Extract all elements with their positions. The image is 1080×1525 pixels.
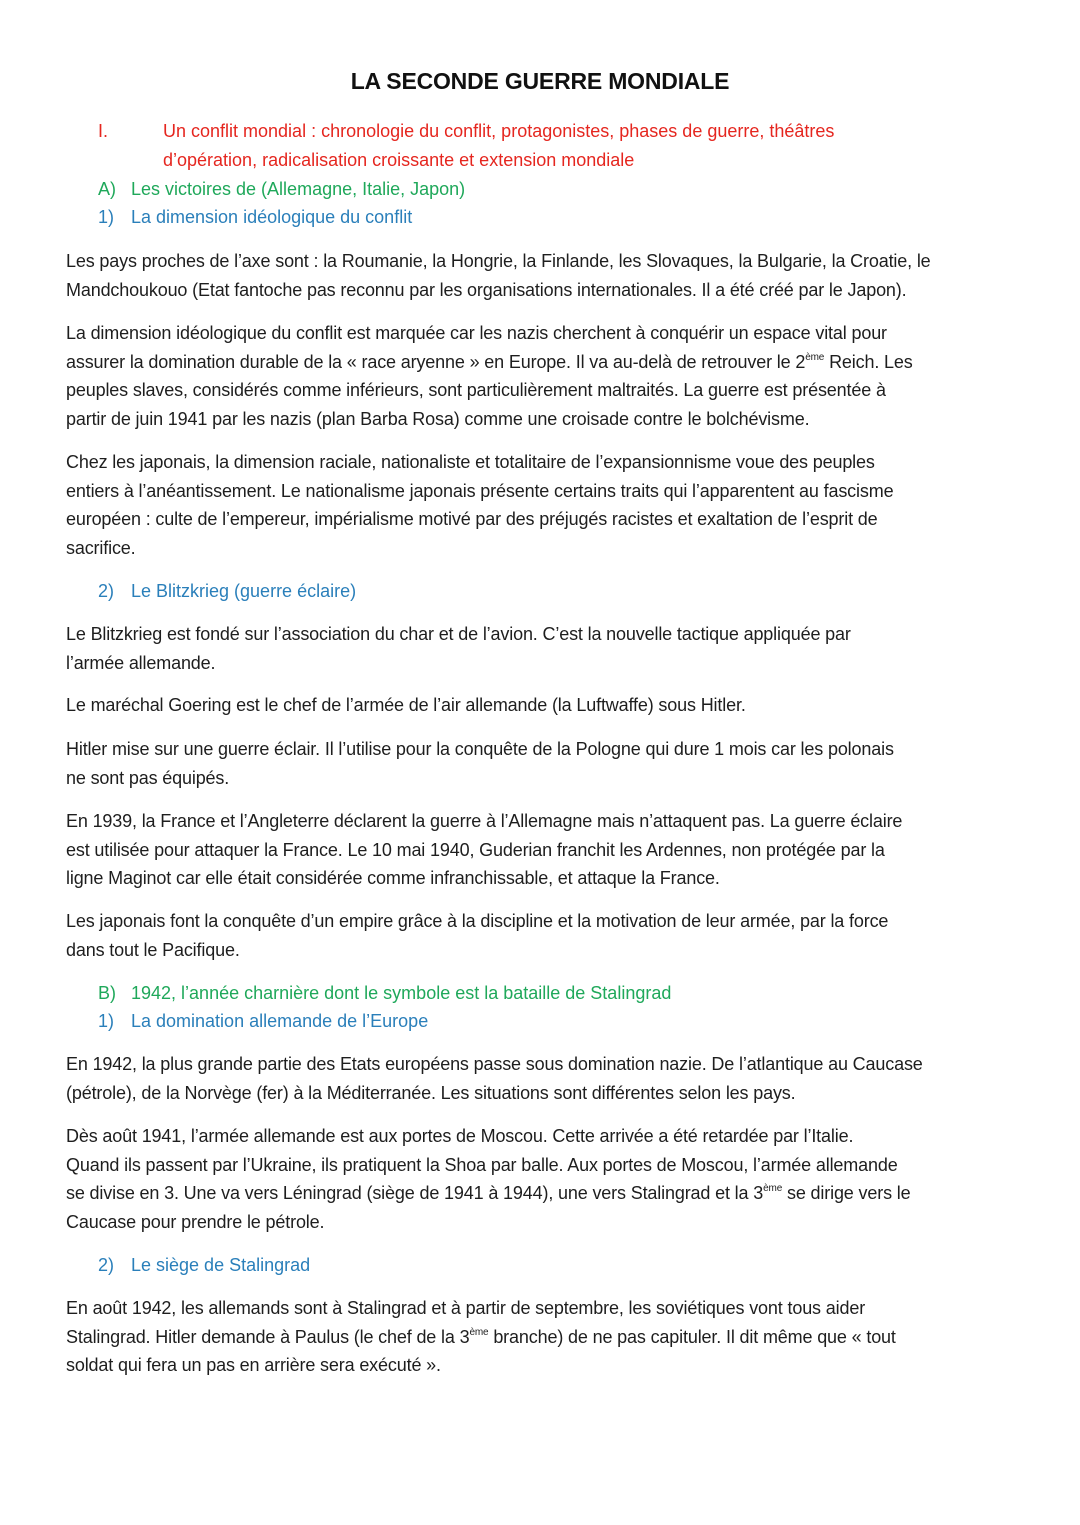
heading-letter: B) bbox=[98, 983, 116, 1003]
text-line: Stalingrad. Hitler demande à Paulus (le chef de la 3ème branche) de ne pas capituler. Il dit même que « tout bbox=[66, 1326, 896, 1347]
text-line: se divise en 3. Une va vers Léningrad (siège de 1941 à 1944), une vers Stalingrad et la 3ème se dirige vers le bbox=[66, 1183, 911, 1204]
text-line: Les pays proches de l’axe sont : la Roumanie, la Hongrie, la Finlande, les Slovaques, la Bulgarie, la Croatie, le bbox=[66, 251, 931, 271]
text-line: est utilisée pour attaquer la France. Le 10 mai 1940, Guderian franchit les Ardennes, non protégée par la bbox=[66, 839, 885, 860]
paragraph-moscow-1941 bbox=[66, 1122, 1016, 1236]
text-line: Quand ils passent par l’Ukraine, ils pratiquent la Shoa par balle. Aux portes de Moscou, l’armée allemande bbox=[66, 1154, 898, 1175]
text-line: peuples slaves, considérés comme inférieurs, sont particulièrement maltraités. La guerre est présentée à bbox=[66, 380, 886, 401]
text-line: Chez les japonais, la dimension raciale, nationaliste et totalitaire de l’expansionnisme voue des peuples bbox=[66, 452, 875, 472]
paragraph-france-1939 bbox=[66, 807, 1016, 893]
text-line: En août 1942, les allemands sont à Stalingrad et à partir de septembre, les soviétiques vont tous aider bbox=[66, 1298, 866, 1318]
paragraph-japan-empire bbox=[66, 907, 1016, 964]
heading-number: 2) bbox=[98, 581, 115, 601]
text-line: sacrifice. bbox=[66, 537, 136, 558]
text-line: Le maréchal Goering est le chef de l’armée de l’air allemande (la Luftwaffe) sous Hitler. bbox=[66, 695, 746, 715]
heading-number: 1) bbox=[98, 1011, 115, 1031]
paragraph-european-domination bbox=[66, 1050, 1016, 1107]
heading-number: I. bbox=[98, 121, 109, 141]
text-line: En 1939, la France et l’Angleterre déclarent la guerre à l’Allemagne mais n’attaquent pas. La guerre éclaire bbox=[66, 811, 903, 831]
text-line: l’armée allemande. bbox=[66, 652, 216, 673]
heading-text: Le siège de Stalingrad bbox=[131, 1255, 311, 1275]
paragraph-stalingrad-siege bbox=[66, 1294, 1016, 1380]
text-line: entiers à l’anéantissement. Le nationalisme japonais présente certains traits qui l’apparentent au fascisme bbox=[66, 480, 894, 501]
text-line: La dimension idéologique du conflit est marquée car les nazis cherchent à conquérir un espace vital pour bbox=[66, 323, 887, 343]
heading-text: La domination allemande de l’Europe bbox=[131, 1011, 429, 1031]
paragraph-blitzkrieg bbox=[66, 620, 1016, 677]
text-line: Hitler mise sur une guerre éclair. Il l’utilise pour la conquête de la Pologne qui dure 1 mois car les polonais bbox=[66, 739, 894, 759]
text-line: assurer la domination durable de la « race aryenne » en Europe. Il va au-delà de retrouver le 2ème Reich. Les bbox=[66, 351, 913, 372]
text-line: Caucase pour prendre le pétrole. bbox=[66, 1211, 325, 1232]
paragraph-japan-nationalism bbox=[66, 448, 1016, 562]
page-title: LA SECONDE GUERRE MONDIALE bbox=[350, 68, 730, 94]
text-line: ligne Maginot car elle était considérée comme infranchissable, et attaque la France. bbox=[66, 868, 720, 889]
text-line: Le Blitzkrieg est fondé sur l’association du char et de l’avion. C’est la nouvelle tactique appliquée par bbox=[66, 624, 851, 644]
paragraph-goering bbox=[66, 691, 1016, 720]
heading-text: 1942, l’année charnière dont le symbole est la bataille de Stalingrad bbox=[131, 983, 672, 1003]
heading-text: Les victoires de (Allemagne, Italie, Japon) bbox=[131, 179, 466, 199]
text-line: En 1942, la plus grande partie des Etats européens passe sous domination nazie. De l’atlantique au Caucase bbox=[66, 1054, 923, 1074]
text-line: Dès août 1941, l’armée allemande est aux portes de Moscou. Cette arrivée a été retardée par l’Italie. bbox=[66, 1126, 854, 1146]
text-line: ne sont pas équipés. bbox=[66, 767, 230, 788]
text-line: européen : culte de l’empereur, impérialisme motivé par des préjugés racistes et exaltation de l’esprit de bbox=[66, 509, 878, 530]
text-line: (pétrole), de la Norvège (fer) à la Méditerranée. Les situations sont différentes selon les pays. bbox=[66, 1082, 796, 1103]
text-line: dans tout le Pacifique. bbox=[66, 939, 240, 960]
heading-text-line-2: d’opération, radicalisation croissante et extension mondiale bbox=[163, 150, 635, 170]
heading-text: La dimension idéologique du conflit bbox=[131, 207, 413, 227]
heading-text: Le Blitzkrieg (guerre éclaire) bbox=[131, 581, 357, 601]
heading-number: 1) bbox=[98, 207, 115, 227]
heading-text-line-1: Un conflit mondial : chronologie du conflit, protagonistes, phases de guerre, théâtres bbox=[163, 121, 835, 141]
text-line: partir de juin 1941 par les nazis (plan Barba Rosa) comme une croisade contre le bolchévisme. bbox=[66, 408, 810, 429]
paragraph-poland bbox=[66, 735, 1016, 792]
heading-letter: A) bbox=[98, 179, 116, 199]
text-line: soldat qui fera un pas en arrière sera exécuté ». bbox=[66, 1355, 441, 1376]
heading-number: 2) bbox=[98, 1255, 115, 1275]
paragraph-axis-countries bbox=[66, 247, 1016, 304]
paragraph-ideology bbox=[66, 319, 1016, 433]
text-line: Les japonais font la conquête d’un empire grâce à la discipline et la motivation de leur armée, par la force bbox=[66, 911, 889, 931]
text-line: Mandchoukouo (Etat fantoche pas reconnu par les organisations internationales. Il a été créé par le Japon). bbox=[66, 279, 907, 300]
